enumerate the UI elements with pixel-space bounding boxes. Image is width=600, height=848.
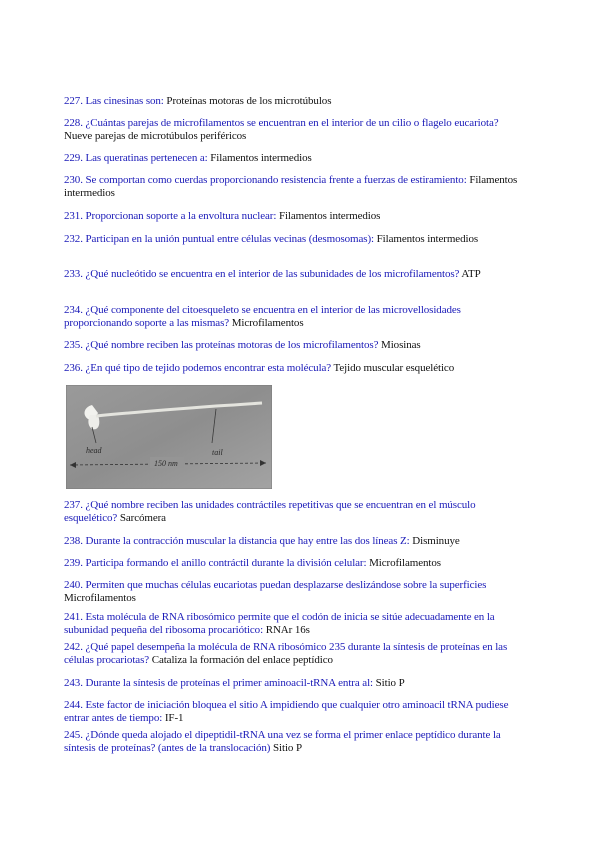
myosin-molecule-figure [66, 385, 272, 489]
question-244 [64, 699, 522, 725]
question-text: 234. ¿Qué componente del citoesqueleto se encuentra en el interior de las microvellosidades proporcionando soporte a las mismas? [64, 304, 461, 329]
question-235 [64, 339, 522, 352]
question-text: 237. ¿Qué nombre reciben las unidades contráctiles repetitivas que se encuentran en el músculo esquelético? [64, 499, 476, 524]
question-238 [64, 535, 522, 548]
answer-text: Sarcómera [119, 512, 166, 524]
answer-text: Proteínas motoras de los microtúbulos [166, 95, 332, 107]
question-231 [64, 210, 522, 223]
question-text: 245. ¿Dónde queda alojado el dipeptidil-tRNA una vez se forma el primer enlace peptídico durante la síntesis de proteínas? (antes de la translocación) [64, 729, 501, 754]
question-227 [64, 95, 522, 108]
question-233 [64, 268, 522, 281]
question-text: 244. Este factor de iniciación bloquea el sitio A impidiendo que cualquier otro aminoacil tRNA pudiese entrar antes de tiempo: [64, 699, 509, 724]
question-text: 232. Participan en la unión puntual entre células vecinas (desmosomas): [64, 233, 374, 245]
question-232 [64, 233, 522, 246]
question-230 [64, 174, 522, 200]
question-240 [64, 579, 522, 605]
question-236 [64, 362, 522, 375]
answer-text: Microfilamentos [64, 592, 136, 604]
question-text: 229. Las queratinas pertenecen a: [64, 152, 208, 164]
question-text: 227. Las cinesinas son: [64, 95, 164, 107]
question-text: 228. ¿Cuántas parejas de microfilamentos se encuentran en el interior de un cilio o flagelo eucariota? [64, 117, 499, 129]
answer-text: Sitio P [375, 677, 405, 689]
answer-text: IF-1 [164, 712, 184, 724]
question-245 [64, 729, 522, 755]
question-text: 243. Durante la síntesis de proteínas el primer aminoacil-tRNA entra al: [64, 677, 373, 689]
answer-text: Cataliza la formación del enlace peptídico [151, 654, 333, 666]
question-text: 239. Participa formando el anillo contráctil durante la división celular: [64, 557, 367, 569]
figure-background [66, 385, 272, 489]
question-237 [64, 499, 522, 525]
answer-text: Filamentos intermedios [376, 233, 479, 245]
question-234 [64, 304, 522, 330]
question-text: 241. Esta molécula de RNA ribosómico permite que el codón de inicia se sitúe adecuadamente en la subunidad pequeña del ribosoma procariótico: [64, 611, 495, 636]
answer-text: Sitio P [273, 742, 302, 754]
question-229 [64, 152, 522, 165]
question-text: 242. ¿Qué papel desempeña la molécula de RNA ribosómico 235 durante la síntesis de proteínas en las células procariotas? [64, 641, 508, 666]
answer-text: Miosinas [381, 339, 421, 351]
label-length: 150 nm [154, 459, 178, 468]
question-242 [64, 641, 522, 667]
question-241 [64, 611, 522, 637]
label-tail: tail [212, 448, 223, 457]
answer-text: Filamentos intermedios [64, 174, 518, 199]
answer-text: RNAr 16s [265, 624, 310, 636]
question-text: 230. Se comportan como cuerdas proporcionando resistencia frente a fuerzas de estiramiento: [64, 174, 467, 186]
answer-text: Disminuye [412, 535, 460, 547]
question-text: 235. ¿Qué nombre reciben las proteínas motoras de los microfilamentos? [64, 339, 379, 351]
answer-text: Filamentos intermedios [210, 152, 312, 164]
answer-text: Microfilamentos [231, 317, 304, 329]
question-228 [64, 117, 522, 143]
answer-text: Microfilamentos [369, 557, 441, 569]
question-text: 231. Proporcionan soporte a la envoltura nuclear: [64, 210, 277, 222]
question-239 [64, 557, 522, 570]
question-text: 236. ¿En qué tipo de tejido podemos encontrar esta molécula? [64, 362, 332, 374]
question-text: 238. Durante la contracción muscular la distancia que hay entre las dos líneas Z: [64, 535, 410, 547]
label-head: head [86, 446, 102, 455]
answer-text: Tejido muscular esquelético [333, 362, 455, 374]
question-243 [64, 677, 522, 690]
answer-text: ATP [461, 268, 481, 280]
question-text: 233. ¿Qué nucleótido se encuentra en el interior de las subunidades de los microfilamentos? [64, 268, 460, 280]
answer-text: Nueve parejas de microtúbulos periféricos [64, 130, 247, 142]
answer-text: Filamentos intermedios [278, 210, 381, 222]
myosin-molecule-image [66, 385, 272, 489]
question-text: 240. Permiten que muchas células eucariotas puedan desplazarse deslizándose sobre la superficies [64, 579, 487, 591]
